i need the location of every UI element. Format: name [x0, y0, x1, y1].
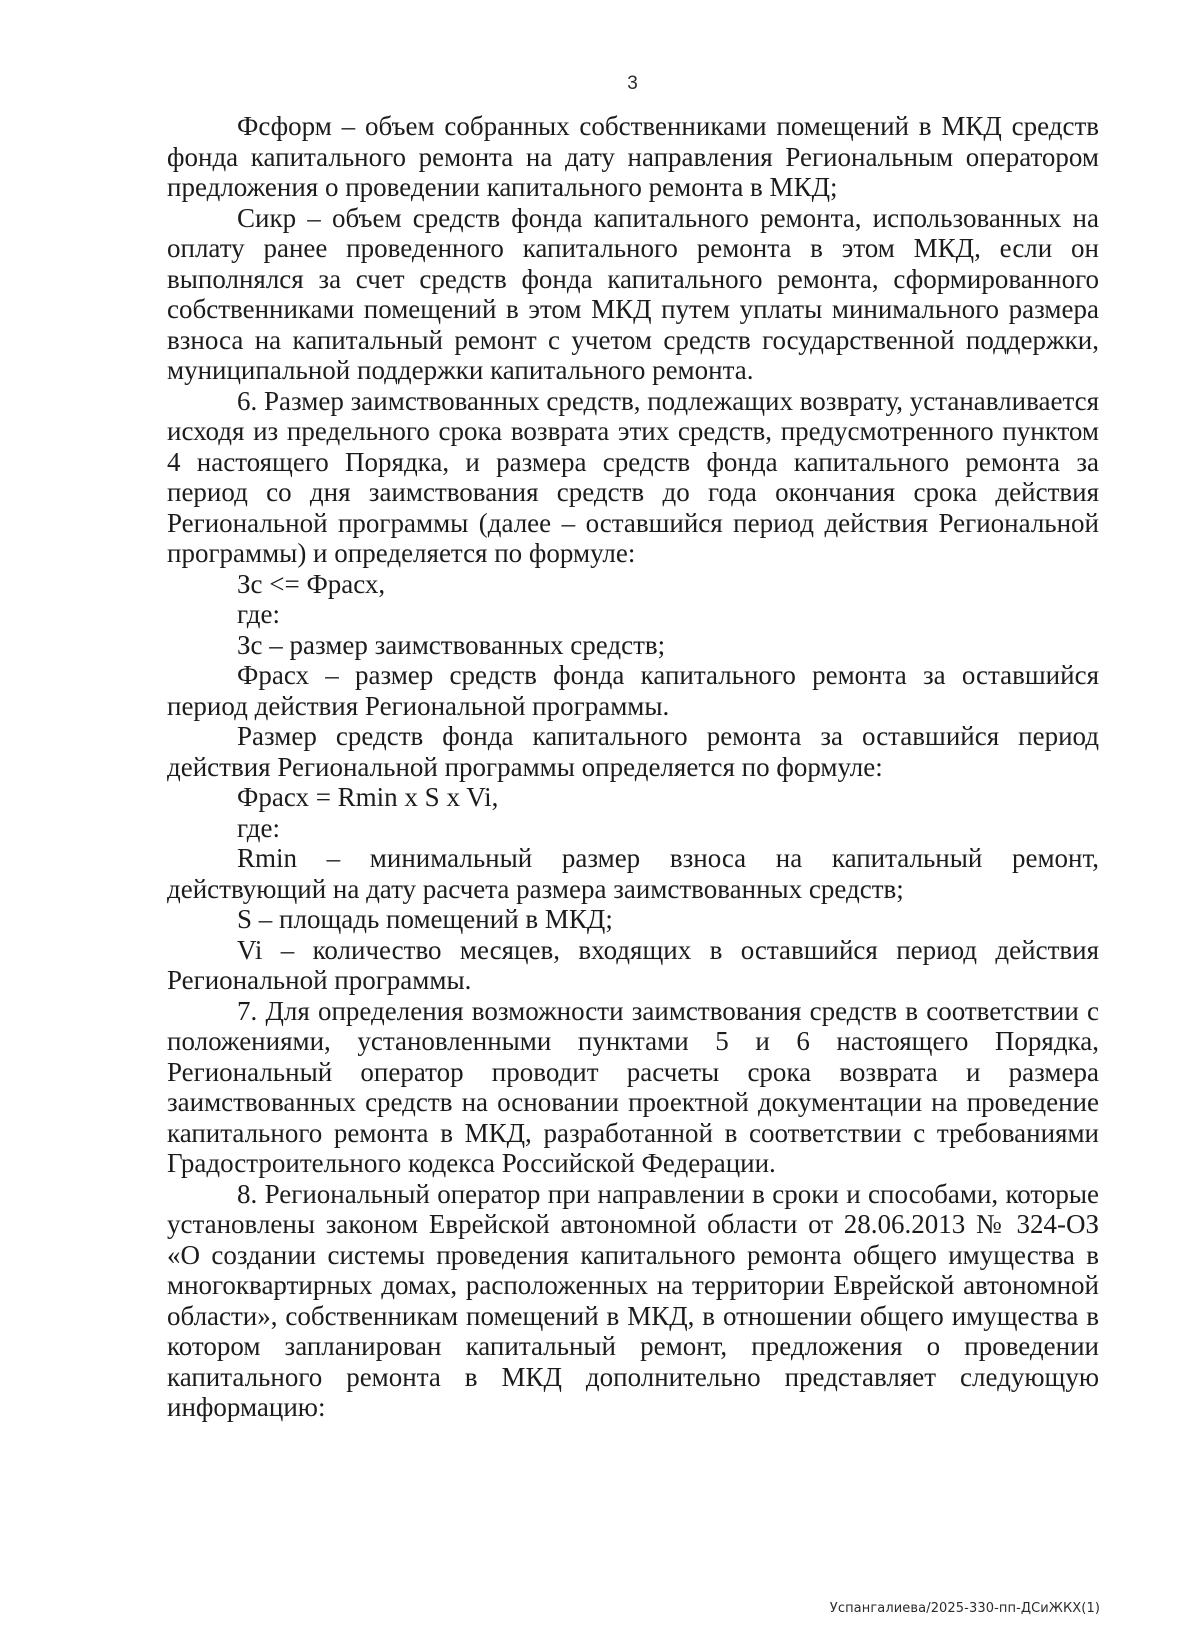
document-footer-id: Успангалиева/2025-330-пп-ДСиЖКХ(1) [829, 1601, 1100, 1616]
definition-rmin: Rmin – минимальный размер взноса на капитальный ремонт, действующий на дату расчета размера заимствованных средств; [167, 843, 1099, 904]
definition-vi: Vi – количество месяцев, входящих в оставшийся период действия Региональной программы. [167, 934, 1099, 995]
page-number: 3 [627, 73, 638, 94]
document-body [167, 111, 1099, 1423]
formula-where-2: где: [237, 812, 280, 843]
paragraph-fund-size: Размер средств фонда капитального ремонта за оставшийся период действия Региональной программы определяется по формуле: [167, 721, 1099, 782]
paragraph-fsform: Фсформ – объем собранных собственниками помещений в МКД средств фонда капитального ремонта на дату направления Региональным оператором предложения о проведении капитального ремонта в МКД; [167, 111, 1099, 202]
formula-zs: Зс <= Фрасх, [237, 568, 386, 599]
paragraph-item-6: 6. Размер заимствованных средств, подлежащих возврату, устанавливается исходя из предельного срока возврата этих средств, предусмотренного пунктом 4 настоящего Порядка, и размера средств фонда капитального ремонта за период со дня заимствования средств до года окончания срока действия Региональной программы (далее – оставшийся период действия Региональной программы) и определяется по формуле: [167, 385, 1099, 568]
formula-where-1: где: [237, 599, 280, 629]
paragraph-item-8: 8. Региональный оператор при направлении в сроки и способами, которые установлены законом Еврейской автономной области от 28.06.2013 № 324-ОЗ «О создании системы проведения капитального ремонта общего имущества в многоквартирных домах, расположенных на территории Еврейской автономной области», собственникам помещений в МКД, в отношении общего имущества в котором запланирован капитальный ремонт, предложения о проведении капитального ремонта в МКД дополнительно представляет следующую информацию: [167, 1178, 1099, 1422]
definition-s: S – площадь помещений в МКД; [237, 904, 613, 934]
paragraph-item-7: 7. Для определения возможности заимствования средств в соответствии с положениями, установленными пунктами 5 и 6 настоящего Порядка, Региональный оператор проводит расчеты срока возврата и размера заимствованных средств на основании проектной документации на проведение капитального ремонта в МКД, разработанной в соответствии с требованиями Градостроительного кодекса Российской Федерации. [167, 995, 1099, 1178]
formula-frash: Фрасх = Rmin x S x Vi, [237, 782, 499, 812]
paragraph-sikr: Сикр – объем средств фонда капитального ремонта, использованных на оплату ранее проведенного капитального ремонта в этом МКД, если он выполнялся за счет средств фонда капитального ремонта, сформированного собственниками помещений в этом МКД путем уплаты минимального размера взноса на капитальный ремонт с учетом средств государственной поддержки, муниципальной поддержки капитального ремонта. [167, 202, 1099, 385]
definition-zs: Зс – размер заимствованных средств; [237, 629, 666, 660]
definition-frash: Фрасх – размер средств фонда капитального ремонта за оставшийся период действия Региональной программы. [167, 660, 1099, 721]
